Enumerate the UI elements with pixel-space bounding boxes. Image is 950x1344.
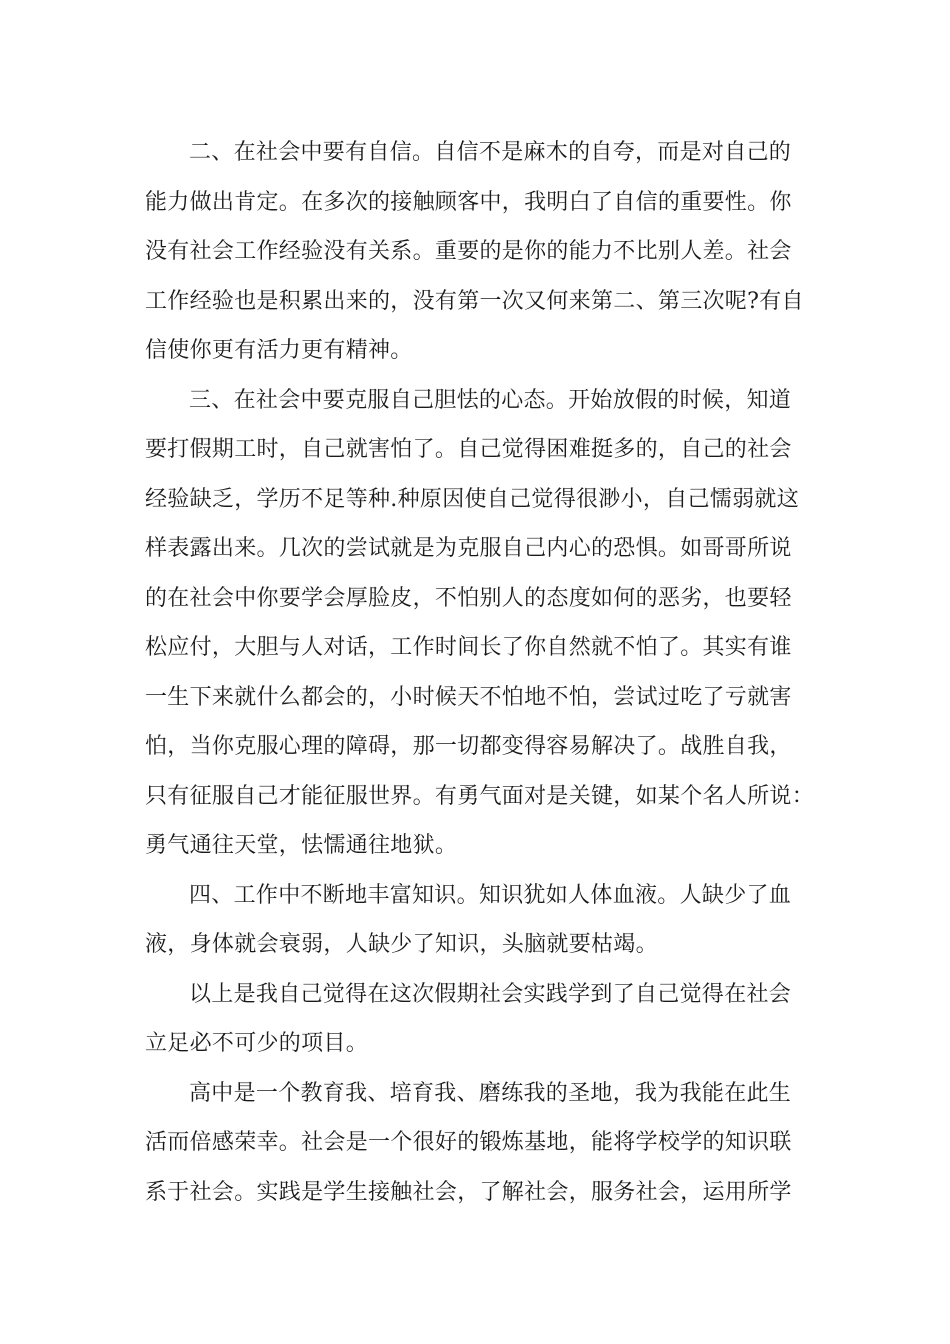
- text-line: 样表露出来。几次的尝试就是为克服自己内心的恐惧。如哥哥所说: [145, 536, 792, 561]
- paragraph-summary: [145, 970, 813, 1069]
- text-line: 松应付，大胆与人对话，工作时间长了你自然就不怕了。其实有谁: [145, 635, 792, 660]
- text-line: 一生下来就什么都会的，小时候天不怕地不怕，尝试过吃了亏就害: [145, 684, 792, 710]
- text-line: 怕，当你克服心理的障碍，那一切都变得容易解决了。战胜自我，: [145, 734, 792, 759]
- text-line: 高中是一个教育我、培育我、磨练我的圣地，我为我能在此生: [189, 1080, 792, 1106]
- text-line: 要打假期工时，自己就害怕了。自己觉得困难挺多的，自己的社会: [145, 437, 792, 462]
- text-line: 立足必不可少的项目。: [145, 1031, 369, 1056]
- text-line: 活而倍感荣幸。社会是一个很好的锻炼基地，能将学校学的知识联: [145, 1130, 792, 1155]
- text-line: 工作经验也是积累出来的，没有第一次又何来第二、第三次呢?有自: [145, 288, 804, 314]
- text-line: 液，身体就会衰弱，人缺少了知识，头脑就要枯竭。: [145, 932, 658, 957]
- paragraph-high-school: [145, 1069, 813, 1218]
- document-body: [145, 128, 813, 1217]
- text-line: 能力做出肯定。在多次的接触顾客中，我明白了自信的重要性。你: [145, 189, 792, 215]
- paragraph-overcome-timidity: [145, 376, 813, 871]
- text-line: 经验缺乏，学历不足等种.种原因使自己觉得很渺小，自己懦弱就这: [145, 486, 799, 512]
- text-line: 三、在社会中要克服自己胆怯的心态。开始放假的时候，知道: [189, 387, 792, 413]
- text-line: 二、在社会中要有自信。自信不是麻木的自夸，而是对自己的: [189, 140, 792, 165]
- text-line: 以上是我自己觉得在这次假期社会实践学到了自己觉得在社会: [189, 981, 792, 1007]
- text-line: 四、工作中不断地丰富知识。知识犹如人体血液。人缺少了血: [189, 882, 792, 908]
- text-line: 只有征服自己才能征服世界。有勇气面对是关键，如某个名人所说：: [145, 783, 815, 809]
- paragraph-enrich-knowledge: [145, 871, 813, 970]
- text-line: 的在社会中你要学会厚脸皮，不怕别人的态度如何的恶劣，也要轻: [145, 585, 792, 611]
- paragraph-self-confidence: [145, 128, 813, 376]
- text-line: 系于社会。实践是学生接触社会，了解社会，服务社会，运用所学: [145, 1179, 792, 1205]
- text-line: 没有社会工作经验没有关系。重要的是你的能力不比别人差。社会: [145, 239, 792, 264]
- text-line: 信使你更有活力更有精神。: [145, 338, 413, 363]
- text-line: 勇气通往天堂，怯懦通往地狱。: [145, 833, 458, 858]
